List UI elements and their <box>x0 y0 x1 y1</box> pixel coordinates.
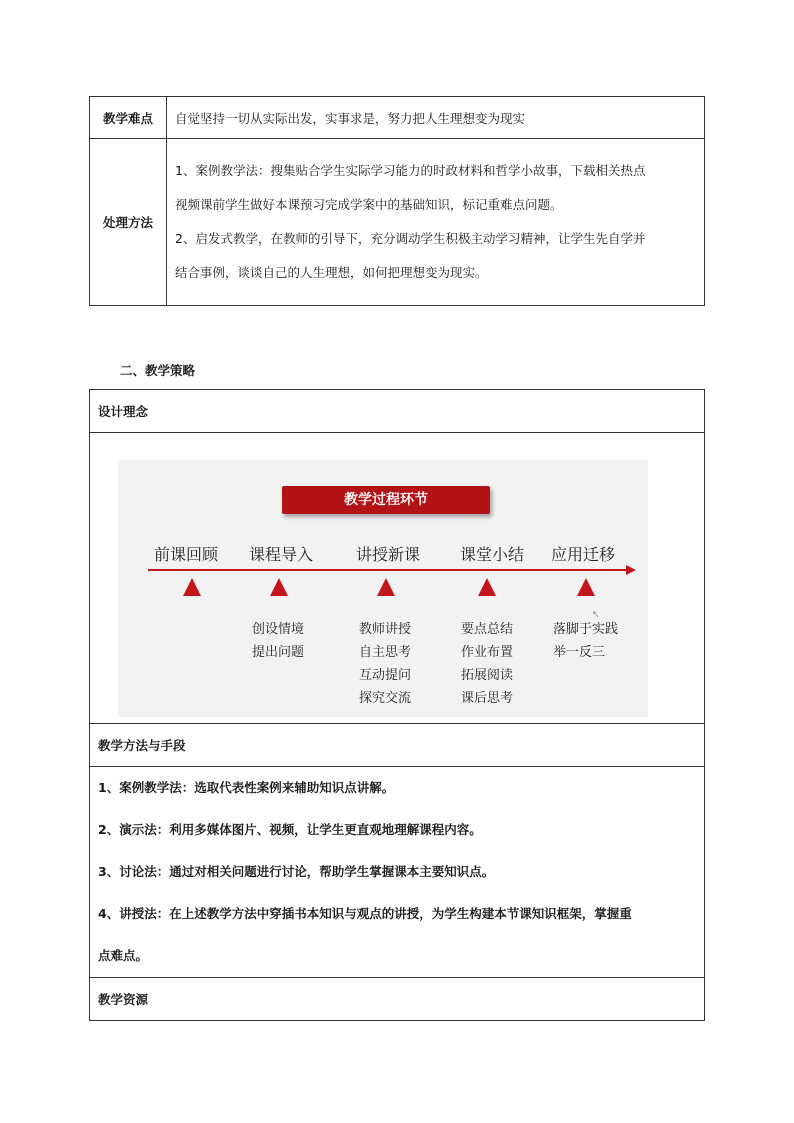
stage3-item-4: 探究交流 <box>359 691 412 706</box>
mouse-cursor-icon: ↖ <box>592 610 600 620</box>
difficulty-method-table <box>89 96 705 306</box>
method-line-4: 结合事例，谈谈自己的人生理想，如何把理想变为现实。 <box>175 265 488 280</box>
method-line-2: 视频课前学生做好本课预习完成学案中的基础知识，标记重难点问题。 <box>175 197 563 212</box>
stage5-item-2: 举一反三 <box>553 645 606 660</box>
figure-banner: 教学过程环节 <box>282 486 490 514</box>
marker-triangle-4 <box>478 578 496 596</box>
stage2-sub-list <box>252 618 304 664</box>
method-label: 处理方法 <box>90 139 167 306</box>
stage2-item-2: 提出问题 <box>252 645 305 660</box>
design-label: 设计理念 <box>90 390 705 433</box>
methods-label: 教学方法与手段 <box>90 724 705 767</box>
stage4-sub-list <box>461 618 513 710</box>
strategy-table <box>89 389 705 1021</box>
section-title: 二、教学策略 <box>120 363 196 378</box>
method-line-1: 1、案例教学法：搜集贴合学生实际学习能力的时政材料和哲学小故事，下载相关热点 <box>175 163 646 178</box>
stage2-item-1: 创设情境 <box>252 622 305 637</box>
stage4-item-4: 课后思考 <box>461 691 514 706</box>
method-value <box>167 139 705 306</box>
stage3-item-1: 教师讲授 <box>359 622 412 637</box>
marker-triangle-2 <box>270 578 288 596</box>
timeline-arrow-head <box>626 565 636 575</box>
stage4-item-1: 要点总结 <box>461 622 514 637</box>
resources-label: 教学资源 <box>90 978 705 1021</box>
marker-triangle-5 <box>577 578 595 596</box>
process-figure-cell <box>90 433 705 724</box>
process-figure <box>118 460 648 717</box>
stage3-item-3: 互动提问 <box>359 668 412 683</box>
stage5-item-1: 落脚于实践 <box>553 622 619 637</box>
timeline-arrow-line <box>148 569 628 571</box>
methods-list <box>90 767 705 978</box>
difficulty-value: 自觉坚持一切从实际出发，实事求是，努力把人生理想变为现实 <box>167 97 705 139</box>
stage4-item-2: 作业布置 <box>461 645 514 660</box>
marker-triangle-1 <box>183 578 201 596</box>
method-item-4-cont: 点难点。 <box>98 948 149 963</box>
stage4-item-3: 拓展阅读 <box>461 668 514 683</box>
stage3-item-2: 自主思考 <box>359 645 412 660</box>
method-item-3: 3、讨论法：通过对相关问题进行讨论，帮助学生掌握课本主要知识点。 <box>98 864 495 879</box>
stage3-sub-list <box>359 618 411 710</box>
method-item-1: 1、案例教学法：选取代表性案例来辅助知识点讲解。 <box>98 780 395 795</box>
stage-intro: 课程导入 <box>249 545 314 564</box>
stage-summary: 课堂小结 <box>460 545 525 564</box>
stage5-sub-list <box>553 618 618 664</box>
stage-transfer: 应用迁移 <box>551 545 616 564</box>
method-item-2: 2、演示法：利用多媒体图片、视频，让学生更直观地理解课程内容。 <box>98 822 482 837</box>
stage-new-lesson: 讲授新课 <box>356 545 421 564</box>
method-line-3: 2、启发式教学，在教师的引导下，充分调动学生积极主动学习精神，让学生先自学并 <box>175 231 646 246</box>
stage-review: 前课回顾 <box>154 545 219 564</box>
difficulty-label: 教学难点 <box>90 97 167 139</box>
marker-triangle-3 <box>377 578 395 596</box>
method-item-4: 4、讲授法：在上述教学方法中穿插书本知识与观点的讲授，为学生构建本节课知识框架，掌握重 <box>98 906 632 921</box>
